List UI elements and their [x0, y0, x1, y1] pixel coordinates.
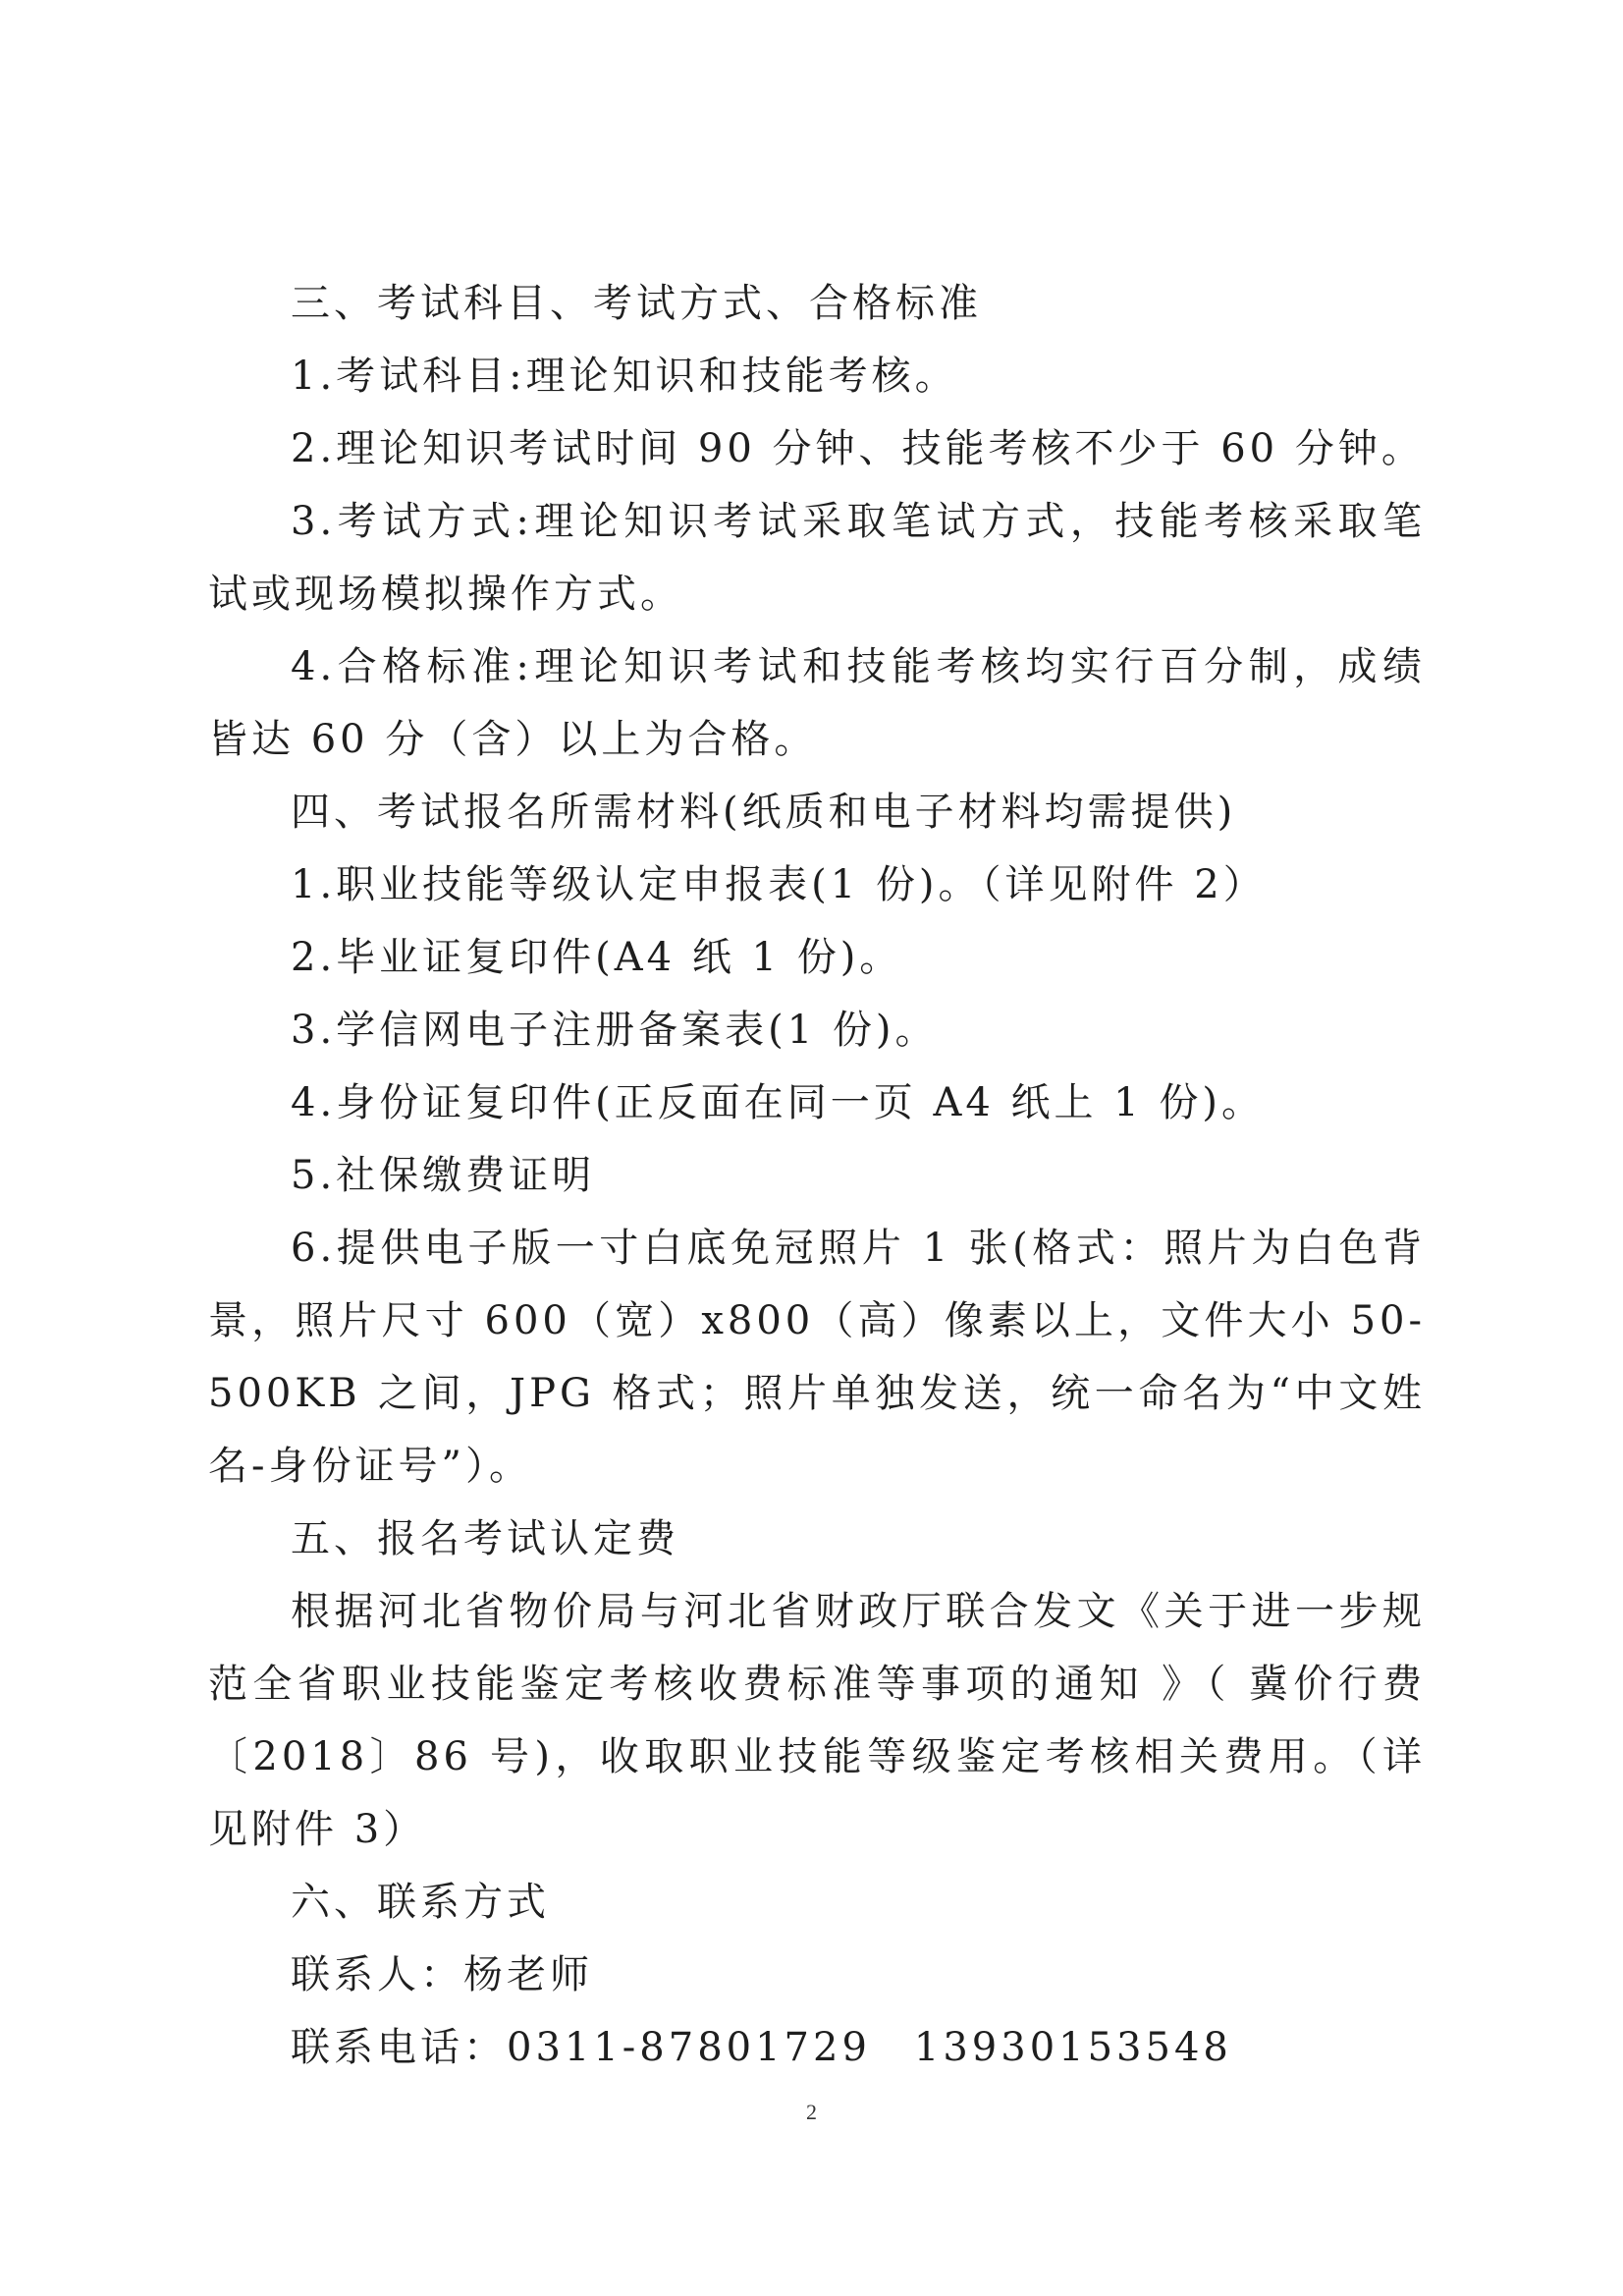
- list-item: 6.提供电子版一寸白底免冠照片 1 张(格式：照片为白色背景，照片尺寸 600（宽）x800（高）像素以上，文件大小 50-500KB 之间，JPG 格式；照片单独发送，统一命名为“中文姓名-身份证号”）。: [208, 1226, 1426, 1489]
- section-heading-contact: 六、联系方式: [291, 1880, 550, 1925]
- fee-paragraph: 根据河北省物价局与河北省财政厅联合发文《关于进一步规范全省职业技能鉴定考核收费标准等事项的通知 》（ 冀价行费〔2018〕86 号)，收取职业技能等级鉴定考核相关费用。（详见附件 3）: [208, 1589, 1426, 1852]
- list-item: 2.理论知识考试时间 90 分钟、技能考核不少于 60 分钟。: [291, 426, 1425, 471]
- page-number: 2: [806, 2100, 817, 2124]
- contact-phone: 联系电话：0311-87801729 13930153548: [291, 2025, 1232, 2070]
- list-item: 3.学信网电子注册备案表(1 份)。: [291, 1008, 939, 1053]
- list-item: 1.职业技能等级认定申报表(1 份)。（详见附件 2）: [291, 862, 1267, 907]
- section-heading-exam-subjects: 三、考试科目、考试方式、合格标准: [291, 281, 982, 326]
- section-heading-fees: 五、报名考试认定费: [291, 1516, 679, 1561]
- list-item: 3.考试方式:理论知识考试采取笔试方式，技能考核采取笔试或现场模拟操作方式。: [208, 499, 1426, 617]
- list-item: 2.毕业证复印件(A4 纸 1 份)。: [291, 935, 903, 980]
- list-item: 5.社保缴费证明: [291, 1153, 596, 1198]
- list-item: 4.身份证复印件(正反面在同一页 A4 纸上 1 份)。: [291, 1080, 1266, 1125]
- section-heading-materials: 四、考试报名所需材料(纸质和电子材料均需提供): [291, 790, 1237, 835]
- document-body: [208, 267, 1426, 2084]
- list-item: 4.合格标准:理论知识考试和技能考核均实行百分制，成绩皆达 60 分（含）以上为合格。: [208, 644, 1426, 762]
- contact-person: 联系人：杨老师: [291, 1952, 593, 1997]
- list-item: 1.考试科目:理论知识和技能考核。: [291, 354, 958, 399]
